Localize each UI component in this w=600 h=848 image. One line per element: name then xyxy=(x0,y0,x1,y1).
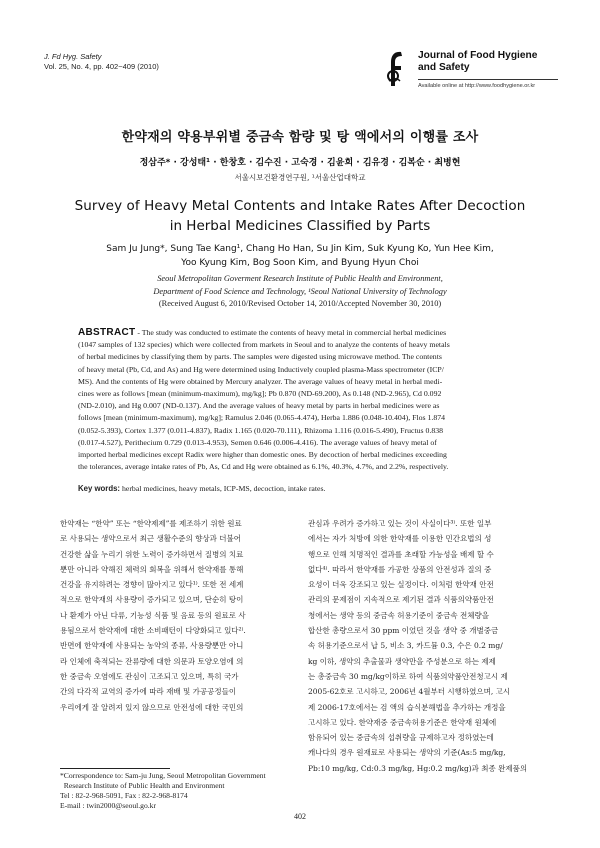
abstract-line: (0.017-4.527), Perithecium 0.729 (0.013-4.953), Semen 0.646 (0.006-4.416). The average values of heavy metal of xyxy=(78,437,437,447)
body-line: 한약재는 “한약” 또는 “한약제제”를 제조하기 위한 원료 xyxy=(60,519,242,528)
affiliation-english-line1: Seoul Metropolitan Goverment Research Institute of Public Health and Environment, xyxy=(157,274,443,283)
abstract-line: follows [mean (minimum-maximum), mg/kg]; Ramulus 2.046 (0.065-4.474), Herba 1.886 (0.048-10.404), Flos 1.874 xyxy=(78,413,446,423)
body-line: 적으로 한약재의 사용량이 증가되고 있으며, 단순히 탕이 xyxy=(60,595,244,605)
body-line: 제 2006-17호에서는 검 액의 습식분해법을 추가하는 개정을 xyxy=(308,702,506,712)
body-line: Pb:10 mg/kg, Cd:0.3 mg/kg, Hg:0.2 mg/kg)과 최종 완제품의 xyxy=(308,763,528,773)
abstract-line: (1047 samples of 132 species) which were collected from markets in Seoul and to analyze the contents of heavy metals xyxy=(78,340,450,350)
received-dates: (Received August 6, 2010/Revised October 14, 2010/Accepted November 30, 2010) xyxy=(158,299,442,308)
title-english-line2: in Herbal Medicines Classified by Parts xyxy=(169,218,431,234)
abstract-label: ABSTRACT xyxy=(78,327,136,338)
abstract-line: of herbal medicines by classifying them by parts. The samples were digested using microwave method. The contents xyxy=(78,352,442,362)
authors-korean: 정삼주* · 강성태¹ · 한창호 · 김수진 · 고숙경 · 김윤희 · 김유경 · 김복순 · 최병현 xyxy=(139,158,461,168)
abstract-first-line xyxy=(78,327,550,339)
footnote-email[interactable]: E-mail : twin2000@seoul.go.kr xyxy=(60,801,156,810)
body-line: 라 인체에 축적되는 잔류량에 대한 의문과 토양오염에 의 xyxy=(60,656,244,666)
body-line: 반면에 한약재에 사용되는 농약의 종류, 사용량뿐만 아니 xyxy=(60,641,244,651)
body-line: 한 중금속 오염에도 관심이 고조되고 있으며, 특히 국가 xyxy=(60,671,239,681)
body-line: 관리의 문제점이 지속적으로 제기된 결과 식품의약품안전 xyxy=(308,595,494,605)
journal-name-line2: and Safety xyxy=(418,62,470,73)
body-line: 청에서는 생약 등의 중금속 허용기준이 중금속 전체량을 xyxy=(308,610,489,620)
abstract-line: - The study was conducted to estimate the contents of heavy metal in commercial herbal medicines xyxy=(135,328,447,337)
journal-abbrev: J. Fd Hyg. Safety xyxy=(44,52,102,61)
body-line: 간의 다각적 교역의 증가에 따라 재배 및 가공공정들이 xyxy=(60,687,237,697)
body-line: 관심과 우려가 증가하고 있는 것이 사실이다³⁾. 또한 일부 xyxy=(308,519,492,528)
journal-volume: Vol. 25, No. 4, pp. 402~409 (2010) xyxy=(44,62,159,71)
page-number: 402 xyxy=(294,812,306,821)
journal-citation xyxy=(44,52,159,72)
body-line: 합산한 총량으로서 30 ppm 이었던 것을 생약 중 개별중금 xyxy=(308,626,499,636)
body-line: 건강을 유지하려는 경향이 많아지고 있다¹⁾. 또한 전 세계 xyxy=(60,580,244,590)
body-line: 용됨으로서 한약재에 대한 소비패턴이 다양화되고 있다²⁾. xyxy=(60,626,246,636)
abstract xyxy=(78,327,550,473)
body-line: 우리에게 잘 알려져 있지 않으므로 안전성에 대한 국민의 xyxy=(60,702,244,712)
abstract-line: imported herbal medicines except Radix were higher than domestic ones. By decoction of herbal medicines exceeding xyxy=(78,449,447,459)
journal-brand xyxy=(418,50,537,74)
keywords-label: Key words: xyxy=(78,484,121,493)
body-line: kg 이하, 생약의 추출물과 생약만을 주성분으로 하는 제제 xyxy=(308,656,496,666)
title-korean: 한약재의 약용부위별 중금속 함량 및 탕 액에서의 이행률 조사 xyxy=(121,130,479,145)
footnote-line: Research Institute of Public Health and Environment xyxy=(60,781,225,790)
journal-url[interactable]: Available online at http://www.foodhygiene.or.kr xyxy=(418,83,536,89)
authors-english-line1: Sam Ju Jung*, Sung Tae Kang¹, Chang Ho Han, Su Jin Kim, Suk Kyung Ko, Yun Hee Kim, xyxy=(106,244,494,254)
body-line: 로 사용되는 생약으로서 최근 생활수준의 향상과 더불어 xyxy=(60,534,241,544)
body-line: 나 환제가 아닌 다류, 기능성 식품 및 음료 등의 원료로 사 xyxy=(60,610,246,620)
affiliation-english-line2: Department of Food Science and Technology, ¹Seoul National University of Technology xyxy=(153,287,447,296)
abstract-line: of heavy metal (Pb, Cd, and As) and Hg were determined using Inductively coupled plasma-Mass spectrometer (ICP/ xyxy=(78,364,444,374)
body-line: 에서는 자가 처방에 의한 한약재를 이용한 민간요법의 성 xyxy=(308,534,492,544)
affiliation-korean: 서울시보건환경연구원, ¹서울산업대학교 xyxy=(234,173,366,182)
body-column-right xyxy=(308,516,544,776)
footnote-line: *Correspondence to: Sam-ju Jung, Seoul Metropolitan Government xyxy=(60,771,266,780)
keywords xyxy=(78,484,326,493)
body-line: 속 허용기준으로서 납 5, 비소 3, 카드뮴 0.3, 수은 0.2 mg/ xyxy=(308,641,503,651)
footnote-line: Tel : 82-2-968-5091, Fax : 82-2-968-8174 xyxy=(60,791,188,800)
brand-divider xyxy=(418,79,558,80)
body-line: 행으로 인해 치명적인 결과를 초래할 가능성을 배제 할 수 xyxy=(308,549,494,559)
title-english-line1: Survey of Heavy Metal Contents and Intake Rates After Decoction xyxy=(74,198,526,214)
abstract-line: the tolerances, average intake rates of Pb, As, Cd and Hg were obtained as 6.1%, 40.3%, 4.7%, and 2.2%, respectively. xyxy=(78,462,449,472)
footnote-divider xyxy=(60,768,170,769)
keywords-text: herbal medicines, heavy metals, ICP-MS, decoction, intake rates. xyxy=(120,484,326,493)
body-line: 건강한 삶을 누리기 위한 노력이 증가하면서 질병의 치료 xyxy=(60,549,244,559)
body-line: 없다⁴⁾. 따라서 한약재를 가공한 상품의 안전성과 질의 중 xyxy=(308,564,492,574)
authors-english-line2: Yoo Kyung Kim, Bog Soon Kim, and Byung Hyun Choi xyxy=(181,258,419,268)
abstract-line: MS). And the contents of Hg were obtained by Mercury analyzer. The average values of heavy metal in herbal medi- xyxy=(78,376,443,386)
correspondence-footnote xyxy=(60,771,266,811)
abstract-line: (ND-2.010), and Hg 0.007 (ND-0.137). And the average values of heavy metal by parts in herbal medicines were as xyxy=(78,401,440,411)
body-line: 함유되어 있는 중금속의 섭취량을 규제하고자 정하였는데 xyxy=(308,733,494,743)
journal-logo-icon xyxy=(385,50,409,88)
body-column-left xyxy=(60,516,296,715)
body-line: 는 총중금속 30 mg/kg이하로 하여 식품의약품안전청고시 제 xyxy=(308,671,508,681)
body-line: 뿐만 아니라 약해진 체력의 회복을 위해서 한약재를 통해 xyxy=(60,564,244,574)
abstract-line: (0.052-5.393), Cortex 1.377 (0.011-4.837), Radix 1.165 (0.020-70.111), Rhizoma 1.116 (0.016-5.490), Fructus 0.838 xyxy=(78,425,444,435)
journal-name-line1: Journal of Food Hygiene xyxy=(418,50,538,61)
body-line: 캐나다의 경우 원재료로 사용되는 생약의 기준(As:5 mg/kg, xyxy=(308,748,506,758)
abstract-line: cines were as follows [mean (minimum-maximum), mg/kg]; Pb 0.870 (ND-69.200), As 0.148 (ND-2.965), Cd 0.092 xyxy=(78,388,442,398)
body-line: 2005-62호로 고시하고, 2006년 4월부터 시행하였으며, 고시 xyxy=(308,687,511,697)
body-line: 고시하고 있다. 한약재중 중금속허용기준은 한약재 원체에 xyxy=(308,717,497,727)
body-line: 요성이 더욱 강조되고 있는 실정이다. 이처럼 한약재 안전 xyxy=(308,580,494,590)
